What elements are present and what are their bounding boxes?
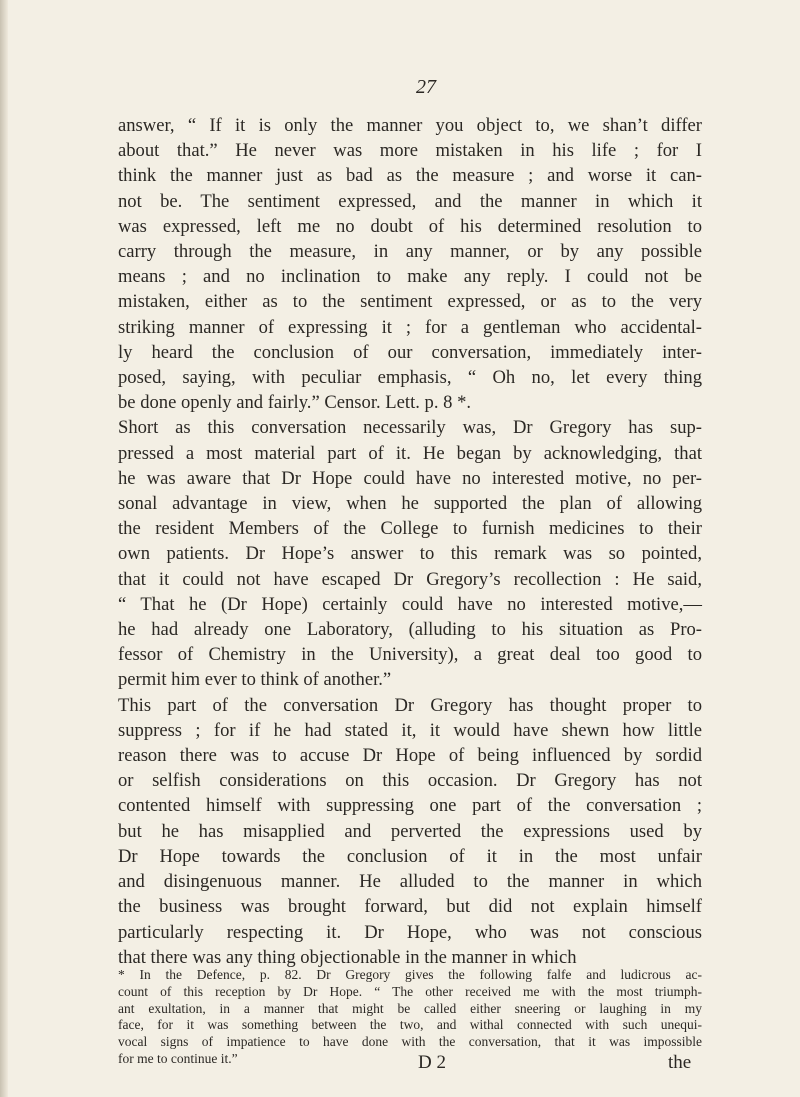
footnote-line: vocal signs of impatience to have done with the conversation, that it was impossible [118,1034,702,1050]
text-line: pressed a most material part of it. He began by acknowledging, that [118,442,702,464]
text-line: This part of the conversation Dr Gregory has thought proper to [118,694,702,716]
footnote-line: ant exultation, in a manner that might be called either sneering or laughing in my [118,1000,702,1016]
text-line: about that.” He never was more mistaken in his life ; for I [118,140,702,162]
text-line: “ That he (Dr Hope) certainly could have no interested motive,— [118,593,702,615]
text-line: Short as this conversation necessarily was, Dr Gregory has sup- [118,417,702,439]
footnote-line: for me to continue it.” [118,1050,238,1066]
footnote-line: face, for it was something between the two, and withal connected with such unequi- [118,1017,702,1033]
text-line: not be. The sentiment expressed, and the manner in which it [118,190,702,212]
text-line: or selfish considerations on this occasion. Dr Gregory has not [118,770,702,792]
text-line: be done openly and fairly.” Censor. Lett. p. 8 *. [118,392,472,414]
text-line: striking manner of expressing it ; for a gentleman who accidental- [118,316,702,338]
text-line: carry through the measure, in any manner, or by any possible [118,241,702,263]
text-line: sonal advantage in view, when he supported the plan of allowing [118,493,702,515]
text-line: that there was any thing objectionable in the manner in which [118,946,577,968]
text-line: but he has misapplied and perverted the expressions used by [118,820,702,842]
text-line: posed, saying, with peculiar emphasis, “ Oh no, let every thing [118,367,702,389]
text-line: think the manner just as bad as the measure ; and worse it can- [118,165,702,187]
text-line: ly heard the conclusion of our conversation, immediately inter- [118,341,702,363]
text-line: contented himself with suppressing one part of the conversation ; [118,795,702,817]
page-number: 27 [416,76,436,98]
text-line: the resident Members of the College to furnish medicines to their [118,518,702,540]
signature-mark: D 2 [418,1052,446,1073]
text-line: he had already one Laboratory, (alluding to his situation as Pro- [118,619,702,641]
text-line: Dr Hope towards the conclusion of it in the most unfair [118,845,702,867]
text-line: and disingenuous manner. He alluded to the manner in which [118,871,702,893]
text-line: suppress ; for if he had stated it, it would have shewn how little [118,719,702,741]
footnote-line: count of this reception by Dr Hope. “ The other received me with the most triumph- [118,983,702,999]
text-line: permit him ever to think of another.” [118,669,392,691]
text-line: the business was brought forward, but did not explain himself [118,896,702,918]
catchword: the [668,1052,692,1073]
text-line: was expressed, left me no doubt of his determined resolution to [118,215,702,237]
text-line: that it could not have escaped Dr Gregory’s recollection : He said, [118,568,702,590]
text-line: mistaken, either as to the sentiment expressed, or as to the very [118,291,702,313]
text-line: means ; and no inclination to make any reply. I could not be [118,266,702,288]
footnote-line: * In the Defence, p. 82. Dr Gregory gives the following falfe and ludicrous ac- [118,967,702,982]
footnote [118,967,702,1068]
text-line: answer, “ If it is only the manner you object to, we shan’t differ [118,115,702,136]
page-edge-shadow [0,0,8,1097]
text-line: fessor of Chemistry in the University), a great deal too good to [118,644,702,666]
text-line: own patients. Dr Hope’s answer to this remark was so pointed, [118,543,702,565]
text-line: particularly respecting it. Dr Hope, who was not conscious [118,921,702,943]
body-text [118,113,702,970]
text-line: he was aware that Dr Hope could have no interested motive, no per- [118,467,702,489]
text-line: reason there was to accuse Dr Hope of being influenced by sordid [118,745,702,767]
